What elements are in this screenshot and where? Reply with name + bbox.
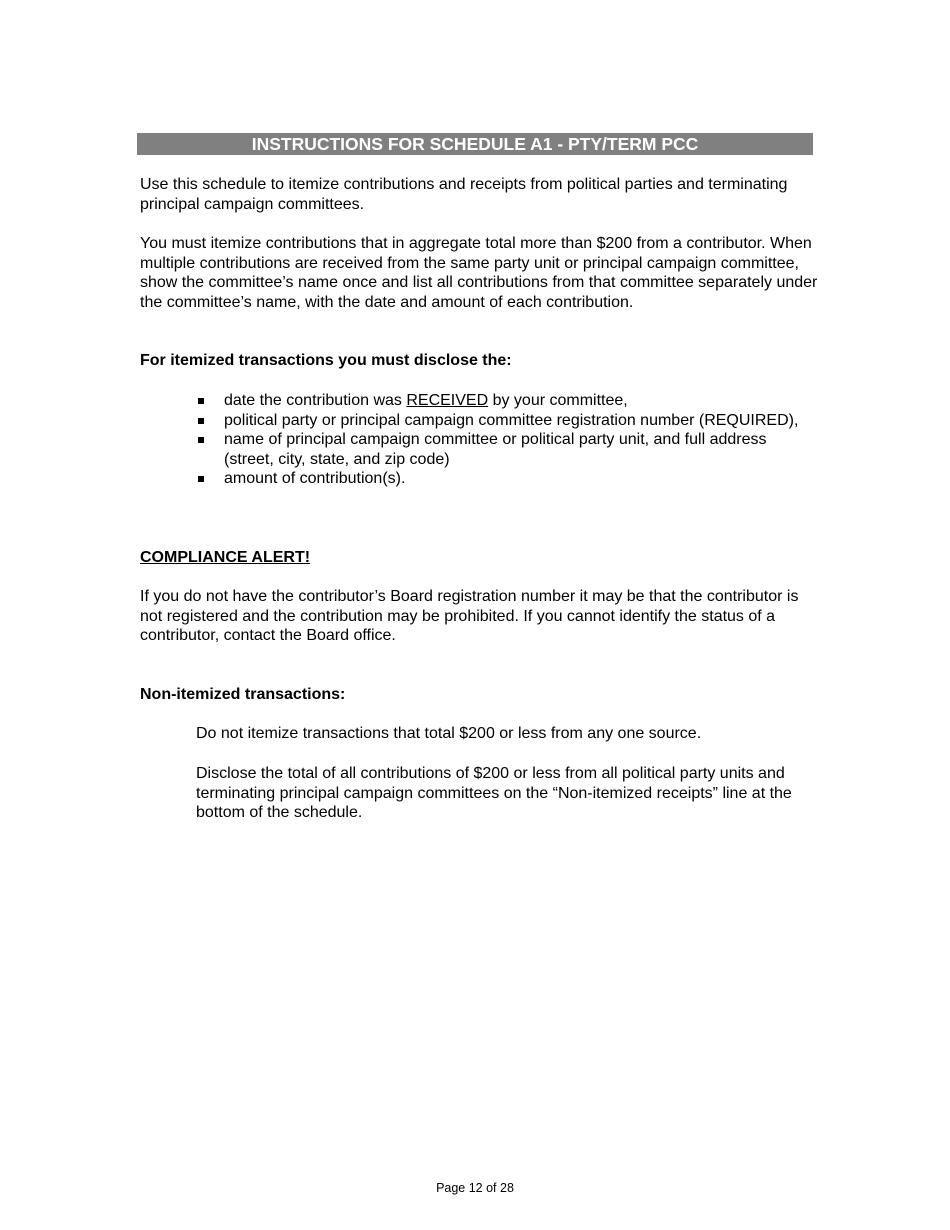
list-item: amount of contribution(s). — [196, 469, 806, 489]
schedule-title-banner: INSTRUCTIONS FOR SCHEDULE A1 - PTY/TERM PCC — [137, 133, 813, 155]
non-itemized-paragraph-2: Disclose the total of all contributions of $200 or less from all political party units and terminating principal campaign committees on the “Non-itemized receipts” line at the bottom of the schedule. — [196, 765, 792, 822]
compliance-alert-text: If you do not have the contributor’s Board registration number it may be that the contributor is not registered and the contribution may be prohibited. If you cannot identify the status of a contributor, contact the Board office. — [140, 588, 799, 645]
non-itemized-paragraph-1: Do not itemize transactions that total $200 or less from any one source. — [196, 725, 702, 742]
received-emphasis: RECEIVED — [406, 392, 489, 409]
intro-paragraph: Use this schedule to itemize contributions and receipts from political parties and terminating principal campaign committees. — [140, 176, 788, 213]
itemize-rule-paragraph: You must itemize contributions that in aggregate total more than $200 from a contributor. When multiple contributions are received from the same party unit or principal campaign committee, show the committee’s name once and list all contributions from that committee separately under the committee’s name, with the date and amount of each contribution. — [140, 235, 818, 311]
non-itemized-heading: Non-itemized transactions: — [140, 686, 346, 703]
page-number: Page 12 of 28 — [436, 1181, 514, 1195]
itemized-heading: For itemized transactions you must disclose the: — [140, 352, 512, 369]
disclosure-list — [196, 391, 806, 489]
list-item: political party or principal campaign committee registration number (REQUIRED), — [196, 411, 806, 431]
list-item: name of principal campaign committee or political party unit, and full address (street, city, state, and zip code) — [196, 430, 806, 469]
list-item: date the contribution was RECEIVED by your committee, — [196, 391, 806, 411]
compliance-alert-heading: COMPLIANCE ALERT! — [140, 549, 311, 566]
